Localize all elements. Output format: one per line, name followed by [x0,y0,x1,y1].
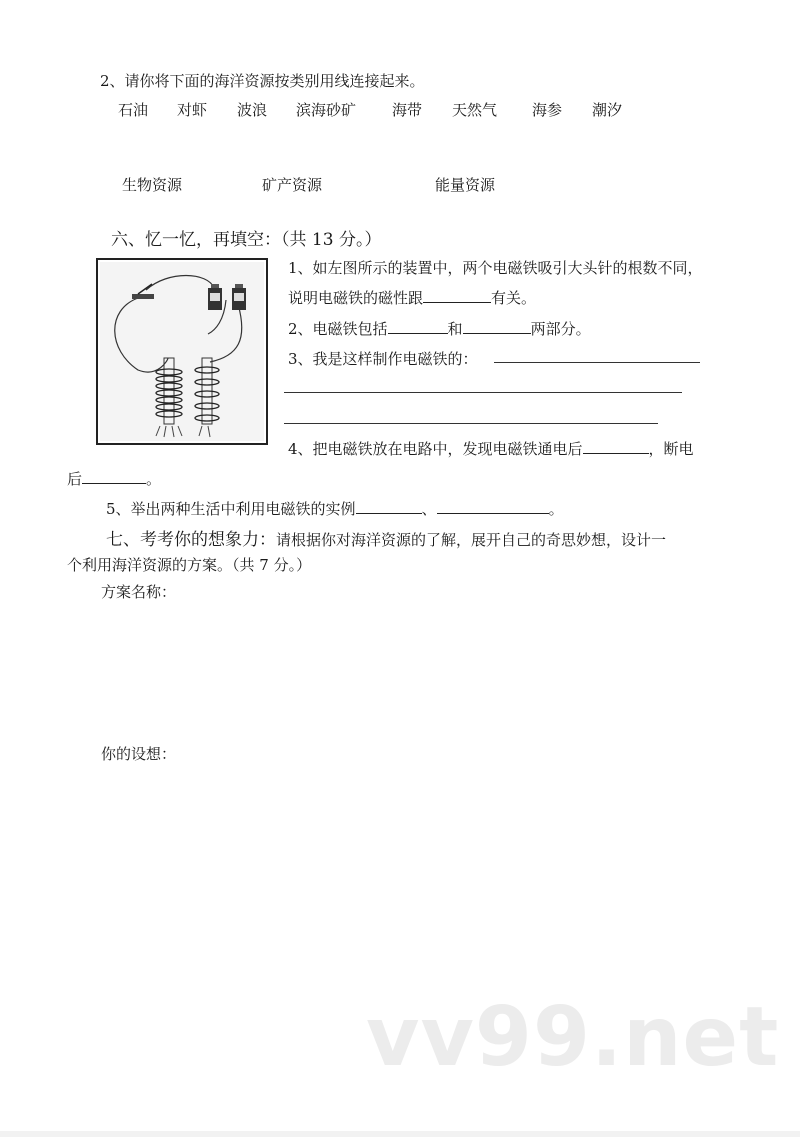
resource-item: 天然气 [452,101,498,119]
s6-q5-mid: 、 [421,500,437,518]
section7-text-b: 个利用海洋资源的方案。（共 7 分。） [67,556,312,574]
section7-text-a: 请根据你对海洋资源的了解，展开自己的奇思妙想，设计一 [276,531,667,549]
resource-item: 对虾 [177,101,208,119]
s6-q2-suffix: 两部分。 [530,320,591,338]
s6-q1-prefix: 说明电磁铁的磁性跟 [288,289,424,307]
s6-q4-suffix: 。 [146,470,162,488]
s6-q4-line1 [288,438,694,459]
s6-q3-label: 3、我是这样制作电磁铁的： [288,350,478,368]
s6-q4-prefix2: 后 [67,470,83,488]
s6-q1-suffix: 有关。 [491,289,537,307]
answer-blank[interactable] [356,499,422,514]
answer-line[interactable] [284,392,682,393]
s6-q4-mid: ，断电 [648,440,694,458]
watermark-text: vv99.net [366,990,780,1085]
s6-q5-suffix: 。 [548,500,564,518]
page-bottom-edge [0,1131,800,1137]
s6-q1-line2 [288,287,536,308]
resource-item: 波浪 [237,101,268,119]
electromagnet-diagram-icon [98,260,266,443]
resource-item: 海带 [392,101,423,119]
electromagnet-figure [96,258,268,445]
category-label: 矿产资源 [262,176,323,194]
resource-item: 海参 [532,101,563,119]
answer-blank[interactable] [463,319,531,334]
s6-q2 [288,318,591,339]
idea-label: 你的设想： [101,745,177,763]
s6-q2-mid: 和 [447,320,463,338]
s6-q4-line2 [67,468,161,489]
answer-line[interactable] [284,423,658,424]
s6-q4-prefix: 4、把电磁铁放在电路中，发现电磁铁通电后 [288,440,583,458]
s6-q5 [106,498,564,519]
section6-heading: 六、忆一忆，再填空：（共 13 分。） [111,230,382,250]
section7-line1 [106,525,666,550]
answer-blank[interactable] [388,319,448,334]
answer-blank[interactable] [423,288,491,303]
resource-item: 石油 [118,101,149,119]
s6-q5-prefix: 5、举出两种生活中利用电磁铁的实例 [106,500,356,518]
resource-item: 滨海砂矿 [296,101,357,119]
section7-heading: 七、考考你的想象力： [106,530,276,550]
plan-name-label: 方案名称： [101,583,177,601]
s6-q1-line1: 1、如左图所示的装置中，两个电磁铁吸引大头针的根数不同， [288,259,703,277]
category-label: 生物资源 [122,176,183,194]
answer-blank[interactable] [583,439,649,454]
category-label: 能量资源 [435,176,496,194]
resource-item: 潮汐 [592,101,623,119]
answer-line[interactable] [494,362,700,363]
answer-blank[interactable] [82,469,146,484]
answer-blank[interactable] [437,499,549,514]
s6-q2-prefix: 2、电磁铁包括 [288,320,388,338]
q2-title: 2、请你将下面的海洋资源按类别用线连接起来。 [100,72,425,90]
